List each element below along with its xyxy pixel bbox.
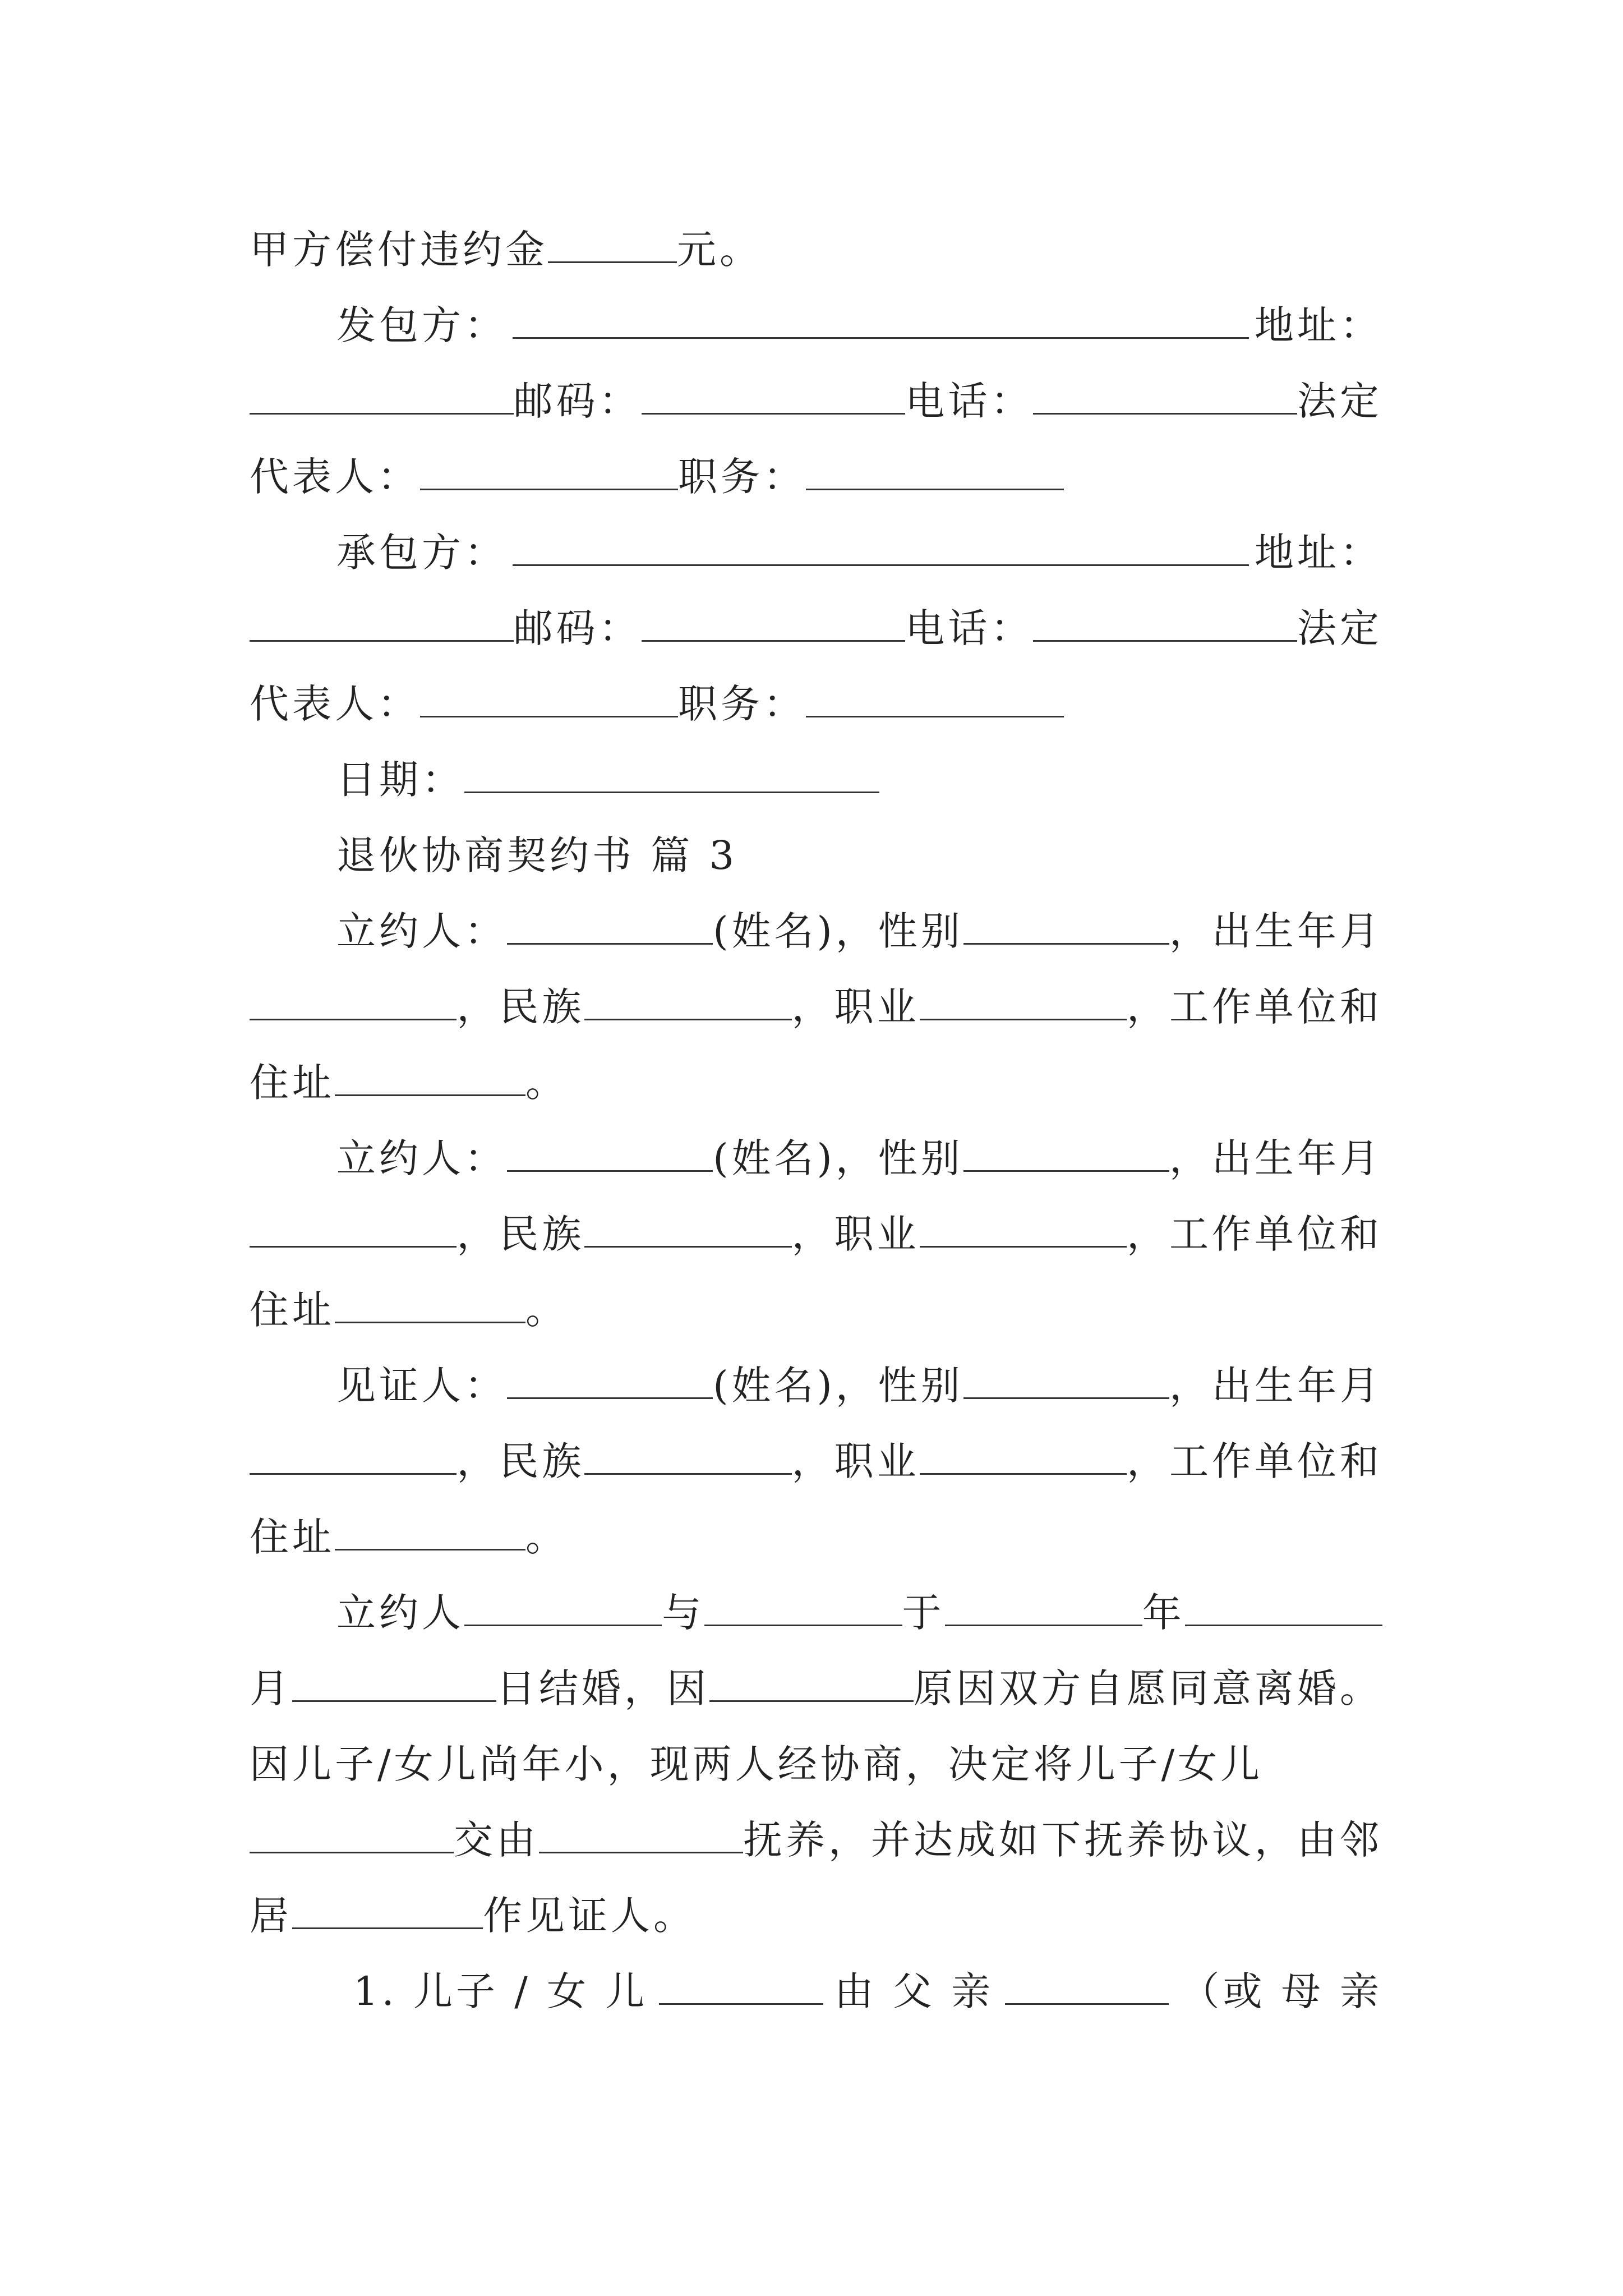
party-2-ethnic-label: ，民族 <box>457 1211 585 1257</box>
party-2-role: 立约人： <box>336 1135 507 1181</box>
contractor-rep-line <box>250 443 1382 510</box>
witness-birth-label: ，出生年月 <box>1169 1363 1382 1409</box>
subcontractor-rep-line <box>250 670 1382 738</box>
subcontractor-address-label: 地址： <box>1255 530 1382 576</box>
body-1b: 与 <box>662 1590 705 1636</box>
party-2-ethnic-blank <box>584 1207 791 1248</box>
date-label: 日期： <box>336 757 464 803</box>
contractor-position-label: 职务： <box>678 454 806 500</box>
party-2-gender-blank <box>963 1131 1169 1172</box>
witness-addr-label: 住址 <box>250 1514 335 1560</box>
witness-line-1 <box>336 1352 1382 1419</box>
party-2-work-label: ，工作单位和 <box>1126 1211 1382 1257</box>
witness-job-label: ，职业 <box>791 1438 920 1484</box>
party-1-line-3 <box>250 1049 1382 1116</box>
body-line-3 <box>250 1731 1382 1798</box>
party-1-ethnic-label: ，民族 <box>457 984 585 1030</box>
date-line <box>336 746 1382 813</box>
party-1-line-2 <box>250 973 1382 1041</box>
party-1-role: 立约人： <box>336 908 507 954</box>
body-5b: 作见证人。 <box>483 1893 696 1939</box>
body-6-blank-1 <box>659 1964 823 2005</box>
party-1-addr-blank <box>335 1055 525 1096</box>
witness-ethnic-blank <box>584 1434 791 1475</box>
body-5a: 居 <box>250 1893 292 1939</box>
contractor-line <box>336 292 1382 359</box>
subcontractor-postcode-label: 邮码： <box>513 605 642 651</box>
contractor-address-blank <box>250 374 514 415</box>
party-2-job-blank <box>920 1207 1127 1248</box>
section-title-text: 退伙协商契约书 篇 3 <box>336 832 738 878</box>
party-1-name-blank <box>507 904 713 945</box>
party-1-end: 。 <box>525 1060 568 1106</box>
witness-role: 见证人： <box>336 1363 507 1409</box>
body-6c: （或 母 亲 <box>1180 1968 1382 2014</box>
witness-ethnic-label: ，民族 <box>457 1438 585 1484</box>
body-2b: 日结婚，因 <box>496 1665 709 1711</box>
witness-name-hint: (姓名)，性别 <box>713 1363 963 1409</box>
subcontractor-rep-label: 代表人： <box>250 681 420 727</box>
contractor-legal-label: 法定 <box>1297 378 1383 424</box>
contractor-address-label: 地址： <box>1255 302 1382 348</box>
body-1-blank-4 <box>1185 1585 1382 1626</box>
witness-birth-blank <box>250 1434 457 1475</box>
body-1d: 年 <box>1142 1590 1185 1636</box>
body-6a: 1. 儿子 / 女 儿 <box>353 1968 648 2014</box>
body-2c: 原因双方自愿同意离婚。 <box>914 1665 1382 1711</box>
party-2-line-1 <box>336 1125 1382 1192</box>
party-1-name-hint: (姓名)，性别 <box>713 908 963 954</box>
witness-gender-blank <box>963 1358 1169 1399</box>
subcontractor-label: 承包方： <box>336 530 507 576</box>
party-1-addr-label: 住址 <box>250 1060 335 1106</box>
subcontractor-line <box>336 519 1382 586</box>
party-2-birth-blank <box>250 1207 457 1248</box>
contractor-rep-blank <box>420 449 678 490</box>
party-2-name-hint: (姓名)，性别 <box>713 1135 963 1181</box>
subcontractor-contact-line <box>250 595 1382 662</box>
witness-job-blank <box>920 1434 1127 1475</box>
subcontractor-phone-blank <box>1033 601 1297 642</box>
body-2-blank-1 <box>292 1661 496 1702</box>
body-2-blank-2 <box>709 1661 914 1702</box>
contractor-postcode-label: 邮码： <box>513 378 642 424</box>
party-1-ethnic-blank <box>584 979 791 1020</box>
contractor-position-blank <box>806 449 1064 490</box>
subcontractor-postcode-blank <box>642 601 906 642</box>
party-2-end: 。 <box>525 1287 568 1333</box>
party-1-job-blank <box>920 979 1127 1020</box>
body-line-4 <box>250 1806 1382 1874</box>
witness-end: 。 <box>525 1514 568 1560</box>
subcontractor-legal-label: 法定 <box>1297 605 1383 651</box>
party-1-line-1 <box>336 898 1382 965</box>
party-2-name-blank <box>507 1131 713 1172</box>
penalty-unit: 元。 <box>677 227 762 273</box>
party-2-line-2 <box>250 1200 1382 1268</box>
penalty-amount-blank <box>548 222 677 263</box>
witness-work-label: ，工作单位和 <box>1126 1438 1382 1484</box>
body-4-blank-1 <box>250 1812 454 1853</box>
party-1-gender-blank <box>963 904 1169 945</box>
body-3a: 因儿子/女儿尚年小，现两人经协商，决定将儿子/女儿 <box>250 1741 1264 1787</box>
witness-name-blank <box>507 1358 713 1399</box>
witness-line-2 <box>250 1428 1382 1495</box>
party-2-addr-blank <box>335 1282 525 1323</box>
body-6-blank-2 <box>1005 1964 1169 2005</box>
contractor-phone-label: 电话： <box>905 378 1034 424</box>
body-line-5 <box>250 1882 1382 1949</box>
party-2-addr-label: 住址 <box>250 1287 335 1333</box>
witness-addr-blank <box>335 1510 525 1550</box>
subcontractor-name-blank <box>513 525 1249 566</box>
body-line-1 <box>336 1579 1382 1646</box>
contractor-label: 发包方： <box>336 302 507 348</box>
party-1-birth-blank <box>250 979 457 1020</box>
body-line-2 <box>250 1655 1382 1722</box>
subcontractor-phone-label: 电话： <box>905 605 1034 651</box>
contractor-name-blank <box>513 298 1249 339</box>
body-2a: 月 <box>250 1665 292 1711</box>
date-blank <box>464 752 879 793</box>
penalty-text: 甲方偿付违约金 <box>250 227 548 273</box>
subcontractor-rep-blank <box>420 677 678 717</box>
party-1-work-label: ，工作单位和 <box>1126 984 1382 1030</box>
body-4-blank-2 <box>539 1812 743 1853</box>
witness-line-3 <box>250 1503 1382 1571</box>
contractor-rep-label: 代表人： <box>250 454 420 500</box>
body-line-6 <box>353 1958 1382 2025</box>
body-5-blank <box>292 1888 483 1929</box>
contractor-contact-line <box>250 367 1382 435</box>
party-2-job-label: ，职业 <box>791 1211 920 1257</box>
party-2-line-3 <box>250 1276 1382 1343</box>
body-4a: 交由 <box>454 1817 539 1863</box>
body-1-blank-3 <box>945 1585 1142 1626</box>
body-1a: 立约人 <box>336 1590 464 1636</box>
body-4b: 抚养，并达成如下抚养协议，由邻 <box>743 1817 1382 1863</box>
body-1-blank-1 <box>464 1585 662 1626</box>
contractor-postcode-blank <box>642 374 906 415</box>
party-2-birth-label: ，出生年月 <box>1169 1135 1382 1181</box>
penalty-line <box>250 216 1382 283</box>
party-1-job-label: ，职业 <box>791 984 920 1030</box>
body-1-blank-2 <box>704 1585 902 1626</box>
body-6b: 由 父 亲 <box>834 1968 994 2014</box>
party-1-birth-label: ，出生年月 <box>1169 908 1382 954</box>
body-1c: 于 <box>902 1590 945 1636</box>
subcontractor-position-label: 职务： <box>678 681 806 727</box>
contractor-phone-blank <box>1033 374 1297 415</box>
section-title <box>336 822 1382 889</box>
subcontractor-address-blank <box>250 601 514 642</box>
subcontractor-position-blank <box>806 677 1064 717</box>
